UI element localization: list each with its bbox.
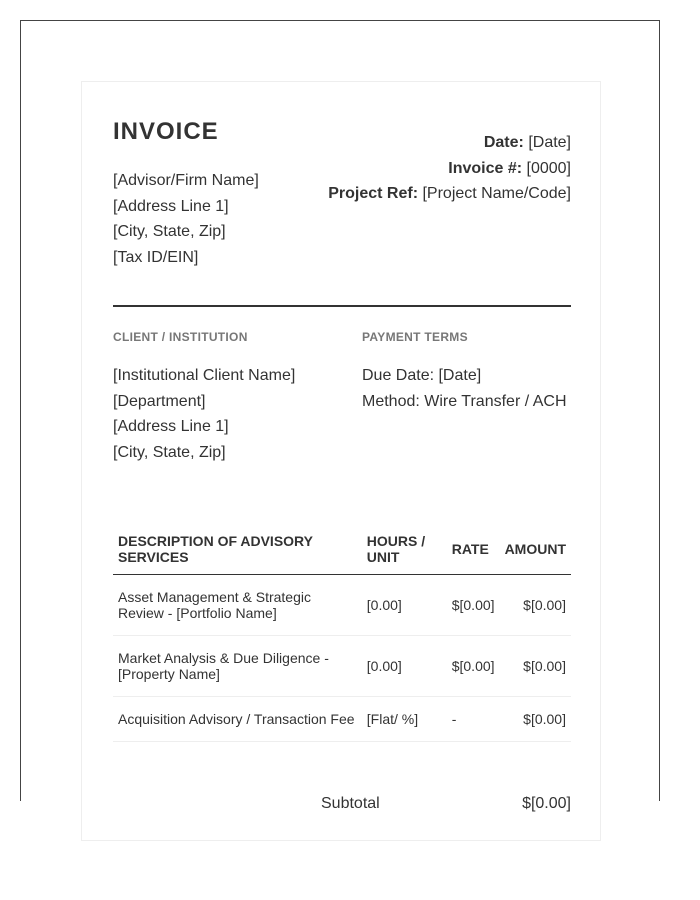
table-row <box>113 575 571 636</box>
subtotal-value: $[0.00] <box>522 795 571 812</box>
invoice-date <box>328 130 571 156</box>
row-hours: [Flat/ %] <box>362 697 447 742</box>
row-description: Market Analysis & Due Diligence - [Property Name] <box>113 636 362 697</box>
row-amount: $[0.00] <box>500 575 571 636</box>
subtotal-label: Subtotal <box>321 795 380 812</box>
project-ref-label: Project Ref: <box>328 185 419 203</box>
advisor-tax-id: [Tax ID/EIN] <box>113 248 199 266</box>
invoice-page <box>81 81 601 841</box>
column-header-amount: AMOUNT <box>500 524 571 575</box>
invoice-meta <box>328 130 571 207</box>
column-header-hours: HOURS / UNIT <box>362 524 447 575</box>
invoice-date-label: Date: <box>483 134 524 151</box>
invoice-number <box>328 156 571 182</box>
client-city-state-zip: [City, State, Zip] <box>113 443 226 461</box>
row-description: Acquisition Advisory / Transaction Fee <box>113 697 362 742</box>
client-name: [Institutional Client Name] <box>113 367 296 384</box>
advisor-info <box>113 168 259 270</box>
advisor-address-line-1: [Address Line 1] <box>113 197 229 215</box>
row-amount: $[0.00] <box>500 636 571 697</box>
table-row <box>113 636 571 697</box>
client-address-line-1: [Address Line 1] <box>113 418 229 436</box>
client-department: [Department] <box>113 392 206 410</box>
row-hours: [0.00] <box>362 575 447 636</box>
row-rate: $[0.00] <box>447 575 500 636</box>
payment-terms <box>362 363 567 414</box>
row-description: Asset Management & Strategic Review - [Portfolio Name] <box>113 575 362 636</box>
invoice-number-value: [0000] <box>526 159 571 177</box>
project-ref <box>328 181 571 207</box>
column-header-rate: RATE <box>447 524 500 575</box>
invoice-title: INVOICE <box>113 118 219 145</box>
invoice-date-value: [Date] <box>528 134 571 151</box>
payment-method: Method: Wire Transfer / ACH <box>362 392 567 410</box>
advisor-name: [Advisor/Firm Name] <box>113 172 259 189</box>
row-hours: [0.00] <box>362 636 447 697</box>
row-rate: $[0.00] <box>447 636 500 697</box>
payment-terms-heading: PAYMENT TERMS <box>362 330 468 344</box>
row-rate: - <box>447 697 500 742</box>
client-info <box>113 363 295 465</box>
column-header-description: DESCRIPTION OF ADVISORY SERVICES <box>113 524 362 575</box>
header-divider <box>113 305 571 307</box>
row-amount: $[0.00] <box>500 697 571 742</box>
table-row <box>113 697 571 742</box>
table-header-row <box>113 524 571 575</box>
client-heading: CLIENT / INSTITUTION <box>113 330 248 344</box>
project-ref-value: [Project Name/Code] <box>422 185 571 203</box>
services-table <box>113 524 571 742</box>
payment-due-date: Due Date: [Date] <box>362 367 482 384</box>
document-viewport <box>20 20 660 812</box>
invoice-number-label: Invoice #: <box>448 159 523 177</box>
advisor-city-state-zip: [City, State, Zip] <box>113 223 226 241</box>
